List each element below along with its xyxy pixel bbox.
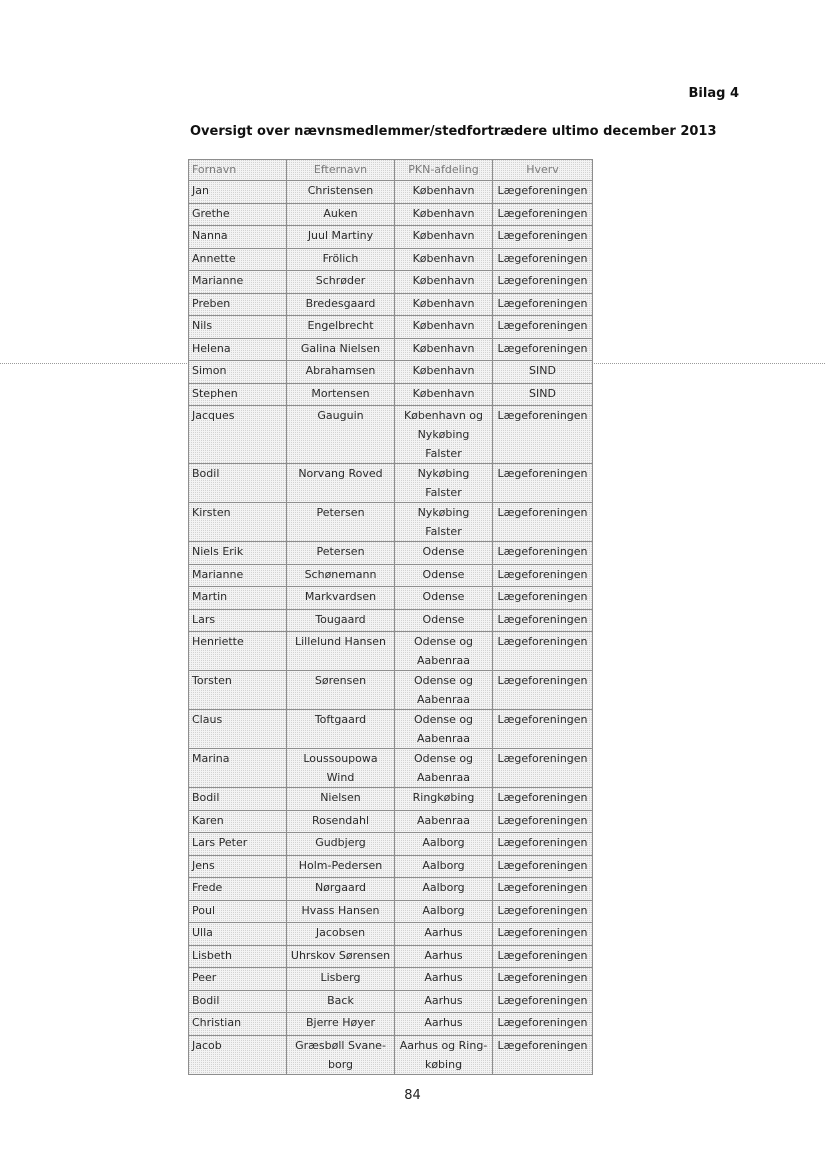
hverv-cell: Lægeforeningen (493, 923, 593, 946)
pkn-afdeling-cell: Aalborg (395, 900, 493, 923)
pkn-afdeling-cell: Odense og Aabenraa (395, 749, 493, 788)
efternavn-cell: Toftgaard (287, 710, 395, 749)
hverv-cell: Lægeforeningen (493, 293, 593, 316)
pkn-afdeling-cell: København (395, 203, 493, 226)
efternavn-cell: Markvardsen (287, 587, 395, 610)
table-row (189, 226, 593, 249)
table-row (189, 181, 593, 204)
table-row (189, 203, 593, 226)
pkn-afdeling-cell: København (395, 383, 493, 406)
fornavn-cell: Lars Peter (189, 833, 287, 856)
hverv-cell: Lægeforeningen (493, 203, 593, 226)
fornavn-cell: Jacob (189, 1035, 287, 1074)
table-row (189, 788, 593, 811)
hverv-cell: Lægeforeningen (493, 406, 593, 464)
fornavn-cell: Nils (189, 316, 287, 339)
efternavn-cell: Gudbjerg (287, 833, 395, 856)
table-row (189, 542, 593, 565)
efternavn-cell: Schønemann (287, 564, 395, 587)
table-row (189, 248, 593, 271)
hverv-cell: Lægeforeningen (493, 900, 593, 923)
efternavn-cell: Hvass Hansen (287, 900, 395, 923)
fornavn-cell: Marianne (189, 564, 287, 587)
fornavn-cell: Peer (189, 968, 287, 991)
header-fornavn: Fornavn (189, 160, 287, 181)
header-hverv: Hverv (493, 160, 593, 181)
hverv-cell: Lægeforeningen (493, 609, 593, 632)
hverv-cell: Lægeforeningen (493, 248, 593, 271)
hverv-cell: Lægeforeningen (493, 271, 593, 294)
fornavn-cell: Christian (189, 1013, 287, 1036)
pkn-afdeling-cell: København og Nykøbing Falster (395, 406, 493, 464)
fornavn-cell: Kirsten (189, 503, 287, 542)
hverv-cell: Lægeforeningen (493, 1035, 593, 1074)
table-body (189, 181, 593, 1075)
hverv-cell: Lægeforeningen (493, 632, 593, 671)
fornavn-cell: Jan (189, 181, 287, 204)
page-number: 84 (404, 1088, 421, 1103)
pkn-afdeling-cell: København (395, 293, 493, 316)
fornavn-cell: Bodil (189, 464, 287, 503)
hverv-cell: Lægeforeningen (493, 710, 593, 749)
table-row (189, 609, 593, 632)
hverv-cell: Lægeforeningen (493, 671, 593, 710)
table-row (189, 406, 593, 464)
document-title: Oversigt over nævnsmedlemmer/stedfortrædere ultimo december 2013 (190, 124, 717, 139)
efternavn-cell: Auken (287, 203, 395, 226)
table-row (189, 271, 593, 294)
efternavn-cell: Sørensen (287, 671, 395, 710)
hverv-cell: SIND (493, 361, 593, 384)
table-row (189, 632, 593, 671)
pkn-afdeling-cell: Odense og Aabenraa (395, 632, 493, 671)
fornavn-cell: Torsten (189, 671, 287, 710)
efternavn-cell: Juul Martiny (287, 226, 395, 249)
fornavn-cell: Martin (189, 587, 287, 610)
pkn-afdeling-cell: Aarhus (395, 945, 493, 968)
pkn-afdeling-cell: Aarhus (395, 1013, 493, 1036)
fornavn-cell: Niels Erik (189, 542, 287, 565)
fornavn-cell: Ulla (189, 923, 287, 946)
efternavn-cell: Tougaard (287, 609, 395, 632)
pkn-afdeling-cell: København (395, 338, 493, 361)
efternavn-cell: Abrahamsen (287, 361, 395, 384)
hverv-cell: Lægeforeningen (493, 833, 593, 856)
efternavn-cell: Schrøder (287, 271, 395, 294)
table-row (189, 293, 593, 316)
efternavn-cell: Norvang Roved (287, 464, 395, 503)
fornavn-cell: Jacques (189, 406, 287, 464)
table-row (189, 878, 593, 901)
table-row (189, 361, 593, 384)
pkn-afdeling-cell: København (395, 181, 493, 204)
pkn-afdeling-cell: Odense (395, 564, 493, 587)
hverv-cell: SIND (493, 383, 593, 406)
hverv-cell: Lægeforeningen (493, 464, 593, 503)
table-row (189, 749, 593, 788)
efternavn-cell: Frölich (287, 248, 395, 271)
table-row (189, 316, 593, 339)
table-row (189, 587, 593, 610)
efternavn-cell: Nielsen (287, 788, 395, 811)
hverv-cell: Lægeforeningen (493, 542, 593, 565)
fornavn-cell: Bodil (189, 788, 287, 811)
pkn-afdeling-cell: Nykøbing Falster (395, 503, 493, 542)
fornavn-cell: Simon (189, 361, 287, 384)
efternavn-cell: Petersen (287, 542, 395, 565)
pkn-afdeling-cell: Aarhus (395, 923, 493, 946)
efternavn-cell: Græsbøll Svane-borg (287, 1035, 395, 1074)
table-row (189, 1035, 593, 1074)
hverv-cell: Lægeforeningen (493, 788, 593, 811)
pkn-afdeling-cell: København (395, 271, 493, 294)
fornavn-cell: Grethe (189, 203, 287, 226)
fornavn-cell: Lars (189, 609, 287, 632)
table-row (189, 338, 593, 361)
efternavn-cell: Jacobsen (287, 923, 395, 946)
fornavn-cell: Claus (189, 710, 287, 749)
hverv-cell: Lægeforeningen (493, 810, 593, 833)
efternavn-cell: Mortensen (287, 383, 395, 406)
efternavn-cell: Gauguin (287, 406, 395, 464)
hverv-cell: Lægeforeningen (493, 878, 593, 901)
hverv-cell: Lægeforeningen (493, 338, 593, 361)
table-row (189, 855, 593, 878)
table-row (189, 710, 593, 749)
hverv-cell: Lægeforeningen (493, 1013, 593, 1036)
hverv-cell: Lægeforeningen (493, 181, 593, 204)
efternavn-cell: Engelbrecht (287, 316, 395, 339)
table-row (189, 564, 593, 587)
hverv-cell: Lægeforeningen (493, 945, 593, 968)
pkn-afdeling-cell: Aalborg (395, 833, 493, 856)
header-efternavn: Efternavn (287, 160, 395, 181)
table-row (189, 464, 593, 503)
members-table (188, 159, 593, 1075)
pkn-afdeling-cell: København (395, 316, 493, 339)
hverv-cell: Lægeforeningen (493, 587, 593, 610)
hverv-cell: Lægeforeningen (493, 749, 593, 788)
fornavn-cell: Helena (189, 338, 287, 361)
table-row (189, 833, 593, 856)
fornavn-cell: Marianne (189, 271, 287, 294)
table-header-row (189, 160, 593, 181)
hverv-cell: Lægeforeningen (493, 226, 593, 249)
efternavn-cell: Rosendahl (287, 810, 395, 833)
fornavn-cell: Karen (189, 810, 287, 833)
pkn-afdeling-cell: Odense (395, 587, 493, 610)
efternavn-cell: Nørgaard (287, 878, 395, 901)
pkn-afdeling-cell: Nykøbing Falster (395, 464, 493, 503)
efternavn-cell: Loussoupowa Wind (287, 749, 395, 788)
pkn-afdeling-cell: Aabenraa (395, 810, 493, 833)
table-row (189, 671, 593, 710)
table-row (189, 945, 593, 968)
efternavn-cell: Lisberg (287, 968, 395, 991)
efternavn-cell: Galina Nielsen (287, 338, 395, 361)
pkn-afdeling-cell: Odense (395, 609, 493, 632)
table-row (189, 923, 593, 946)
pkn-afdeling-cell: Aarhus og Ring-købing (395, 1035, 493, 1074)
appendix-label: Bilag 4 (688, 86, 739, 101)
table-row (189, 900, 593, 923)
hverv-cell: Lægeforeningen (493, 990, 593, 1013)
efternavn-cell: Back (287, 990, 395, 1013)
hverv-cell: Lægeforeningen (493, 968, 593, 991)
fornavn-cell: Henriette (189, 632, 287, 671)
fornavn-cell: Stephen (189, 383, 287, 406)
fornavn-cell: Annette (189, 248, 287, 271)
hverv-cell: Lægeforeningen (493, 316, 593, 339)
fornavn-cell: Nanna (189, 226, 287, 249)
pkn-afdeling-cell: København (395, 361, 493, 384)
fornavn-cell: Marina (189, 749, 287, 788)
hverv-cell: Lægeforeningen (493, 503, 593, 542)
efternavn-cell: Bredesgaard (287, 293, 395, 316)
table-row (189, 503, 593, 542)
fornavn-cell: Poul (189, 900, 287, 923)
pkn-afdeling-cell: Odense (395, 542, 493, 565)
efternavn-cell: Petersen (287, 503, 395, 542)
pkn-afdeling-cell: Aalborg (395, 855, 493, 878)
fornavn-cell: Jens (189, 855, 287, 878)
hverv-cell: Lægeforeningen (493, 855, 593, 878)
pkn-afdeling-cell: Aarhus (395, 968, 493, 991)
efternavn-cell: Holm-Pedersen (287, 855, 395, 878)
pkn-afdeling-cell: Ringkøbing (395, 788, 493, 811)
pkn-afdeling-cell: Aalborg (395, 878, 493, 901)
pkn-afdeling-cell: Aarhus (395, 990, 493, 1013)
fornavn-cell: Frede (189, 878, 287, 901)
fornavn-cell: Preben (189, 293, 287, 316)
table-row (189, 1013, 593, 1036)
pkn-afdeling-cell: København (395, 248, 493, 271)
header-pkn-afdeling: PKN-afdeling (395, 160, 493, 181)
fornavn-cell: Bodil (189, 990, 287, 1013)
table-row (189, 968, 593, 991)
table-row (189, 383, 593, 406)
pkn-afdeling-cell: Odense og Aabenraa (395, 671, 493, 710)
fornavn-cell: Lisbeth (189, 945, 287, 968)
efternavn-cell: Christensen (287, 181, 395, 204)
table-row (189, 990, 593, 1013)
efternavn-cell: Bjerre Høyer (287, 1013, 395, 1036)
efternavn-cell: Uhrskov Sørensen (287, 945, 395, 968)
pkn-afdeling-cell: Odense og Aabenraa (395, 710, 493, 749)
efternavn-cell: Lillelund Hansen (287, 632, 395, 671)
table-row (189, 810, 593, 833)
pkn-afdeling-cell: København (395, 226, 493, 249)
hverv-cell: Lægeforeningen (493, 564, 593, 587)
